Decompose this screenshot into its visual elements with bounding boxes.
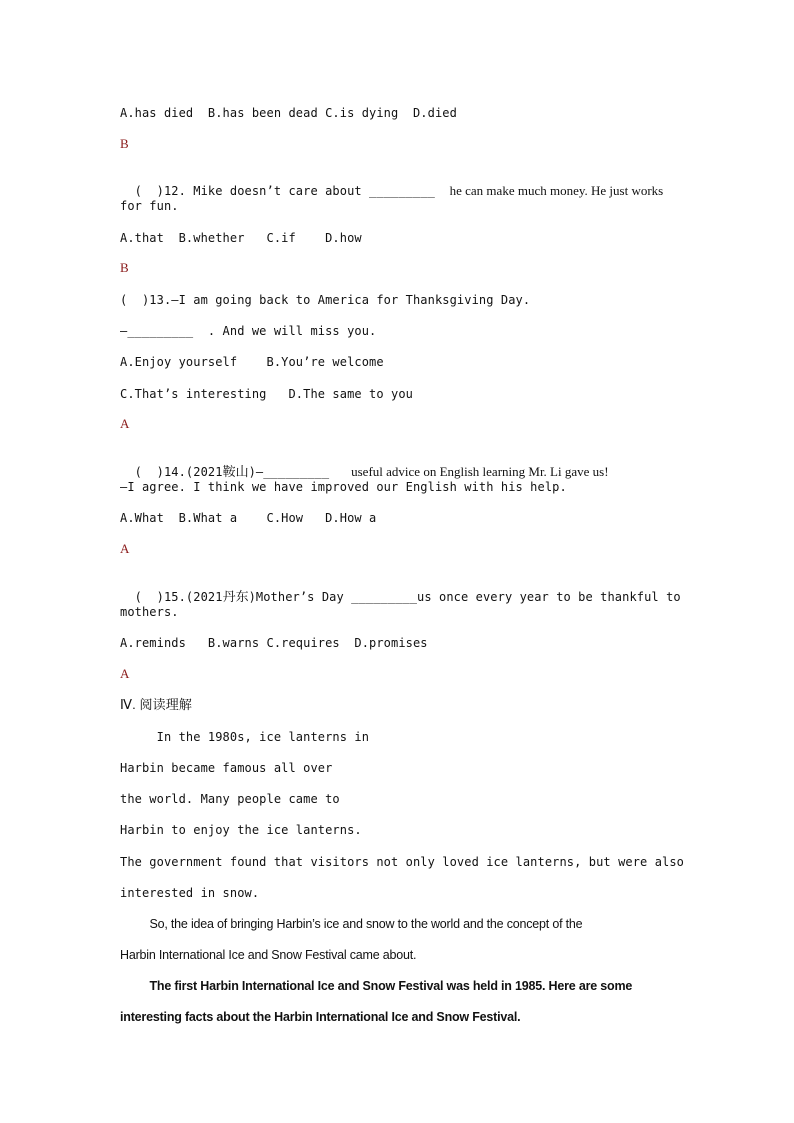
q13-options-line1: A.Enjoy yourself B.You’re welcome [120, 355, 384, 369]
passage-p2-line1: So, the idea of bringing Harbin’s ice and snow to the world and the concept of the [120, 917, 583, 931]
q13-stem-line1: ( )13.—I am going back to America for Thanksgiving Day. [120, 293, 531, 307]
passage-p2-line2: Harbin International Ice and Snow Festival came about. [120, 948, 417, 962]
q14-stem-line2: —I agree. I think we have improved our English with his help. [120, 480, 567, 494]
passage-p1-line3: the world. Many people came to [120, 792, 340, 806]
q14-source: 鞍山 [222, 464, 249, 479]
q14-stem-prefix: ( )14.(2021 [134, 465, 223, 479]
passage-p1-line5: The government found that visitors not only loved ice lanterns, but were also [120, 855, 684, 869]
q12-stem-serif: he can make much money. He just works [449, 183, 664, 198]
q15-stem-line1 [120, 573, 681, 605]
passage-p1-line6: interested in snow. [120, 886, 260, 900]
q14-stem-rest: useful advice on English learning Mr. Li gave us! [351, 464, 609, 479]
q15-stem-line2: mothers. [120, 605, 179, 619]
q15-options: A.reminds B.warns C.requires D.promises [120, 636, 428, 650]
passage-p1-line4: Harbin to enjoy the ice lanterns. [120, 823, 362, 837]
q14-stem-line1 [120, 448, 609, 480]
q11-answer: B [120, 136, 129, 151]
q15-stem-prefix: ( )15.(2021 [134, 590, 223, 604]
passage-p3-line1: The first Harbin International Ice and Snow Festival was held in 1985. Here are some [120, 979, 633, 993]
q12-options: A.that B.whether C.if D.how [120, 231, 362, 245]
q14-answer: A [120, 541, 130, 556]
q12-stem-line2: for fun. [120, 199, 179, 213]
q14-stem-blank: )—_________ [248, 465, 352, 479]
q12-stem-line1 [120, 167, 663, 199]
q14-options: A.What B.What a C.How D.How a [120, 511, 377, 525]
q13-answer: A [120, 416, 130, 431]
q12-answer: B [120, 260, 129, 275]
q12-stem-mono: ( )12. Mike doesn’t care about _________ [134, 184, 450, 198]
q15-answer: A [120, 666, 130, 681]
passage-p3-line2: interesting facts about the Harbin International Ice and Snow Festival. [120, 1010, 521, 1024]
q13-options-line2: C.That’s interesting D.The same to you [120, 387, 413, 401]
q11-options: A.has died B.has been dead C.is dying D.died [120, 106, 457, 120]
q15-source: 丹东 [222, 589, 249, 604]
section-heading: Ⅳ. 阅读理解 [120, 697, 192, 712]
q15-stem-rest: )Mother’s Day _________us once every year to be thankful to [248, 590, 681, 604]
passage-p1-line2: Harbin became famous all over [120, 761, 333, 775]
q13-stem-line2: —_________ . And we will miss you. [120, 324, 377, 338]
passage-p1-line1: In the 1980s, ice lanterns in [120, 730, 370, 744]
